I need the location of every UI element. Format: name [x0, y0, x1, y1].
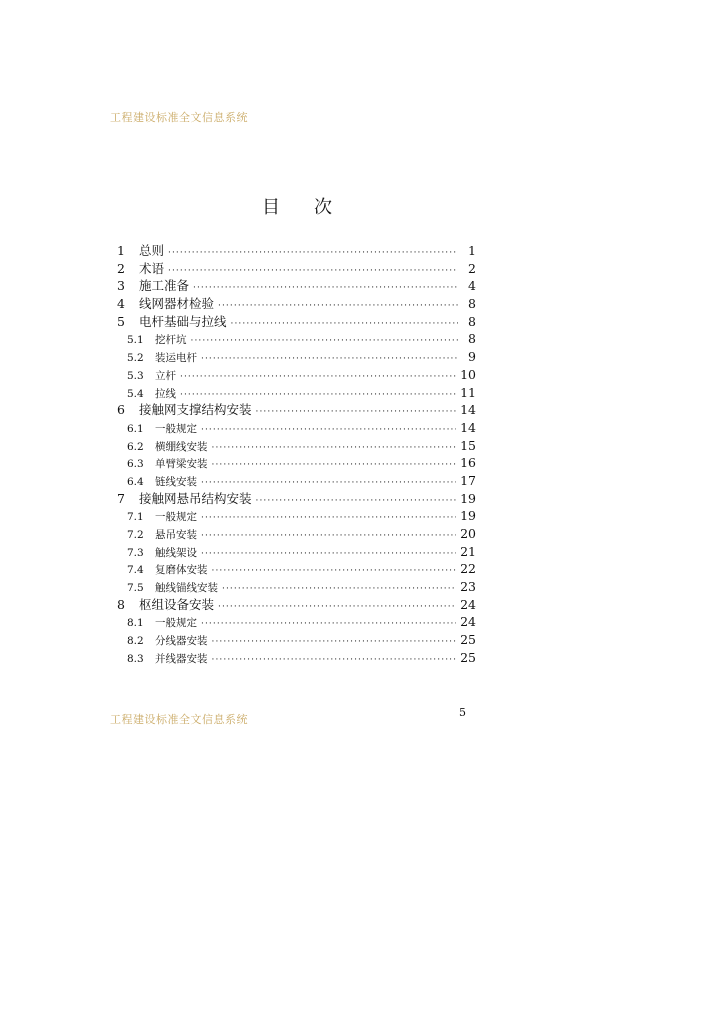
toc-dot-leader: [201, 351, 458, 369]
toc-entry-number: 6.4: [127, 475, 144, 488]
toc-entry-label: 拉线: [155, 387, 176, 400]
toc-entry-number: 1: [117, 243, 125, 258]
toc-entry-page: 1: [468, 243, 476, 258]
toc-dot-leader: [191, 333, 459, 351]
toc-entry-number: 7.4: [127, 564, 144, 577]
toc-entry-label: 分线器安装: [155, 635, 208, 648]
toc-entry-number: 8.2: [127, 635, 144, 648]
toc-entry-page: 8: [468, 331, 476, 347]
toc-entry-page: 22: [460, 561, 476, 577]
toc-entry-number: 7: [117, 490, 125, 506]
toc-entry-page: 25: [460, 632, 476, 648]
toc-entry-number: 6.3: [127, 458, 144, 471]
toc-dot-leader: [168, 245, 458, 263]
toc-entry-number: 7.5: [127, 582, 144, 595]
toc-dot-leader: [201, 422, 456, 440]
toc-entry-label: 线网器材检验: [139, 296, 215, 312]
toc-entry-page: 8: [468, 296, 476, 312]
toc-entry-label: 一般规定: [155, 422, 197, 435]
toc-entry-label: 悬吊安装: [155, 529, 197, 541]
toc-entry-label: 枢组设备安装: [139, 596, 215, 612]
toc-entry-page: 23: [460, 579, 476, 595]
toc-title-char-2: 次: [314, 197, 334, 218]
page-number: 5: [459, 706, 466, 719]
toc-entry-page: 4: [468, 278, 476, 294]
toc-entry[interactable]: [114, 560, 476, 578]
toc-entry-page: 10: [460, 366, 476, 382]
toc-entry[interactable]: [114, 543, 476, 561]
toc-dot-leader: [256, 404, 457, 422]
toc-entry[interactable]: [114, 525, 476, 543]
toc-entry[interactable]: [114, 454, 476, 472]
toc-dot-leader: [193, 280, 458, 298]
toc-entry-number: 2: [117, 260, 125, 276]
toc-entry-page: 24: [460, 614, 476, 630]
toc-dot-leader: [212, 563, 457, 581]
toc-entry-number: 7.3: [127, 546, 144, 559]
toc-entry-label: 并线器安装: [155, 652, 208, 665]
toc-dot-leader: [218, 298, 458, 316]
toc-entry-label: 触线架设: [155, 546, 197, 559]
toc-entry-label: 接触网悬吊结构安装: [139, 490, 252, 506]
toc-entry[interactable]: [114, 277, 476, 295]
toc-entry[interactable]: [114, 260, 476, 278]
toc-dot-leader: [201, 528, 456, 546]
table-of-contents: [114, 242, 476, 667]
toc-entry-page: 24: [460, 596, 476, 612]
toc-entry-number: 8.3: [127, 652, 144, 665]
toc-entry[interactable]: [114, 437, 476, 455]
toc-title-char-1: 目: [262, 197, 282, 218]
toc-entry[interactable]: [114, 313, 476, 331]
toc-entry[interactable]: [114, 649, 476, 667]
toc-entry[interactable]: [114, 490, 476, 508]
watermark-bottom: 工程建设标准全文信息系统: [110, 713, 248, 726]
toc-entry[interactable]: [114, 242, 476, 260]
toc-entry-label: 触线锚线安装: [155, 582, 218, 595]
toc-entry-label: 装运电杆: [155, 352, 197, 365]
toc-entry-page: 8: [468, 313, 476, 329]
toc-dot-leader: [201, 546, 456, 564]
toc-entry-label: 复磨体安装: [155, 564, 208, 577]
toc-entry-page: 16: [460, 455, 476, 471]
toc-dot-leader: [180, 369, 456, 387]
toc-entry-number: 6.2: [127, 440, 144, 453]
toc-entry-page: 17: [460, 472, 476, 488]
toc-entry[interactable]: [114, 366, 476, 384]
toc-dot-leader: [212, 652, 457, 670]
toc-entry[interactable]: [114, 401, 476, 419]
toc-entry-page: 9: [468, 349, 476, 365]
toc-entry-number: 8.1: [127, 617, 144, 630]
toc-entry-number: 7.2: [127, 529, 144, 541]
toc-entry[interactable]: [114, 631, 476, 649]
toc-dot-leader: [168, 263, 458, 281]
toc-dot-leader: [201, 510, 456, 528]
toc-entry-label: 接触网支撑结构安装: [139, 402, 252, 418]
toc-entry-number: 7.1: [127, 511, 144, 524]
toc-entry-label: 施工准备: [139, 278, 190, 294]
toc-dot-leader: [212, 457, 457, 475]
toc-entry-label: 立杆: [155, 369, 176, 382]
toc-dot-leader: [256, 493, 457, 511]
toc-entry-label: 单臂梁安装: [155, 458, 208, 471]
toc-entry-number: 5.1: [127, 334, 144, 347]
toc-entry-page: 25: [460, 649, 476, 665]
toc-dot-leader: [218, 599, 456, 617]
toc-entry-page: 19: [460, 490, 476, 506]
toc-entry-number: 3: [117, 278, 125, 294]
toc-entry[interactable]: [114, 578, 476, 596]
toc-entry[interactable]: [114, 613, 476, 631]
toc-entry-number: 8: [117, 596, 125, 612]
toc-entry-page: 2: [468, 260, 476, 276]
toc-dot-leader: [222, 581, 456, 599]
toc-entry-label: 一般规定: [155, 617, 197, 630]
toc-entry-number: 5: [117, 313, 125, 329]
toc-entry[interactable]: [114, 330, 476, 348]
toc-entry-label: 总则: [139, 243, 165, 258]
toc-entry[interactable]: [114, 348, 476, 366]
toc-entry[interactable]: [114, 419, 476, 437]
toc-entry[interactable]: [114, 472, 476, 490]
toc-entry-label: 术语: [139, 260, 165, 276]
toc-entry-number: 5.3: [127, 369, 144, 382]
toc-entry[interactable]: [114, 295, 476, 313]
toc-entry-number: 6.1: [127, 422, 144, 435]
toc-entry-page: 19: [460, 508, 476, 524]
toc-entry-page: 15: [460, 437, 476, 453]
toc-entry-number: 6: [117, 402, 125, 418]
toc-entry-number: 4: [117, 296, 125, 312]
toc-dot-leader: [231, 316, 458, 334]
toc-entry[interactable]: [114, 596, 476, 614]
toc-entry-page: 20: [460, 526, 476, 541]
toc-entry-label: 链线安装: [155, 475, 197, 488]
toc-dot-leader: [212, 634, 457, 652]
toc-entry[interactable]: [114, 507, 476, 525]
toc-entry-page: 14: [460, 402, 476, 418]
watermark-top: 工程建设标准全文信息系统: [110, 111, 248, 124]
toc-entry[interactable]: [114, 384, 476, 402]
toc-dot-leader: [201, 616, 456, 634]
toc-dot-leader: [212, 440, 457, 458]
toc-entry-page: 14: [460, 419, 476, 435]
toc-entry-number: 5.4: [127, 387, 144, 400]
toc-entry-page: 11: [460, 384, 476, 400]
toc-entry-number: 5.2: [127, 352, 144, 365]
toc-entry-label: 挖杆坑: [155, 334, 187, 347]
toc-entry-page: 21: [460, 543, 476, 559]
toc-entry-label: 横绷线安装: [155, 440, 208, 453]
toc-entry-label: 一般规定: [155, 511, 197, 524]
toc-entry-label: 电杆基础与拉线: [139, 313, 227, 329]
